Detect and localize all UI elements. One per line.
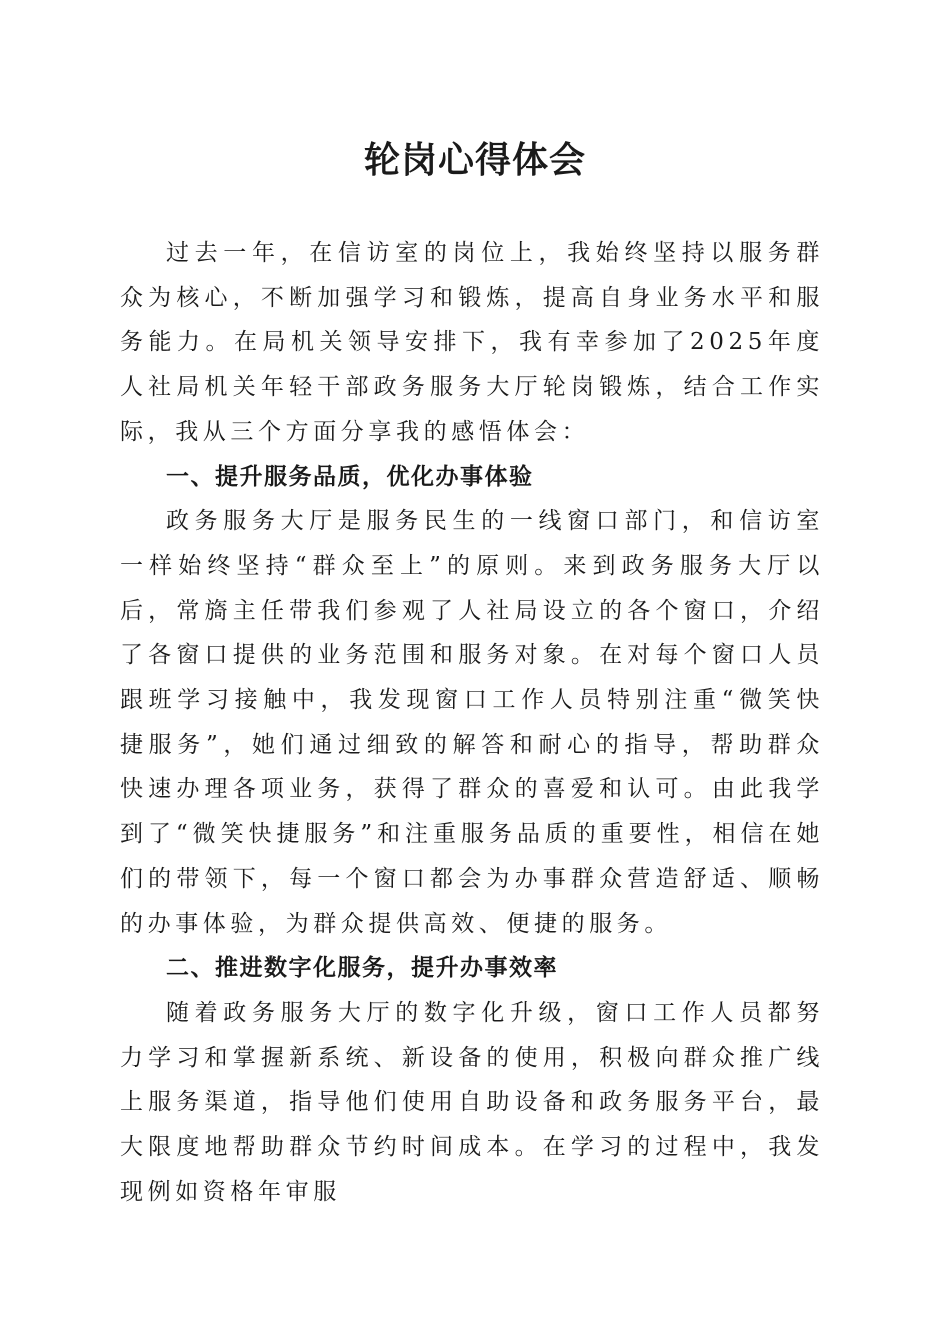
document-title: 轮岗心得体会 xyxy=(363,139,586,181)
section-2-paragraph: 随着政务服务大厅的数字化升级，窗口工作人员都努力学习和掌握新系统、新设备的使用，积极向群众推广线上服务渠道，指导他们使用自助设备和政务服务平台，最大限度地帮助群众节约时间成本。在学习的过程中，我发现例如资格年审服 xyxy=(120,999,824,1205)
section-1-paragraph: 政务服务大厅是服务民生的一线窗口部门，和信访室一样始终坚持“群众至上”的原则。来到政务服务大厅以后，常旖主任带我们参观了人社局设立的各个窗口，介绍了各窗口提供的业务范围和服务对象。在对每个窗口人员跟班学习接触中，我发现窗口工作人员特别注重“微笑快捷服务”，她们通过细致的解答和耐心的指导，帮助群众快速办理各项业务，获得了群众的喜爱和认可。由此我学到了“微笑快捷服务”和注重服务品质的重要性，相信在她们的带领下，每一个窗口都会为办事群众营造舒适、顺畅的办事体验，为群众提供高效、便捷的服务。 xyxy=(120,508,824,937)
section-1-heading: 一、提升服务品质，优化办事体验 xyxy=(166,463,534,490)
document-body xyxy=(120,231,824,1214)
intro-paragraph: 过去一年，在信访室的岗位上，我始终坚持以服务群众为核心，不断加强学习和锻炼，提高自身业务水平和服务能力。在局机关领导安排下，我有幸参加了2025年度人社局机关年轻干部政务服务大厅轮岗锻炼，结合工作实际，我从三个方面分享我的感悟体会： xyxy=(120,240,824,445)
section-2-heading: 二、推进数字化服务，提升办事效率 xyxy=(166,955,558,982)
